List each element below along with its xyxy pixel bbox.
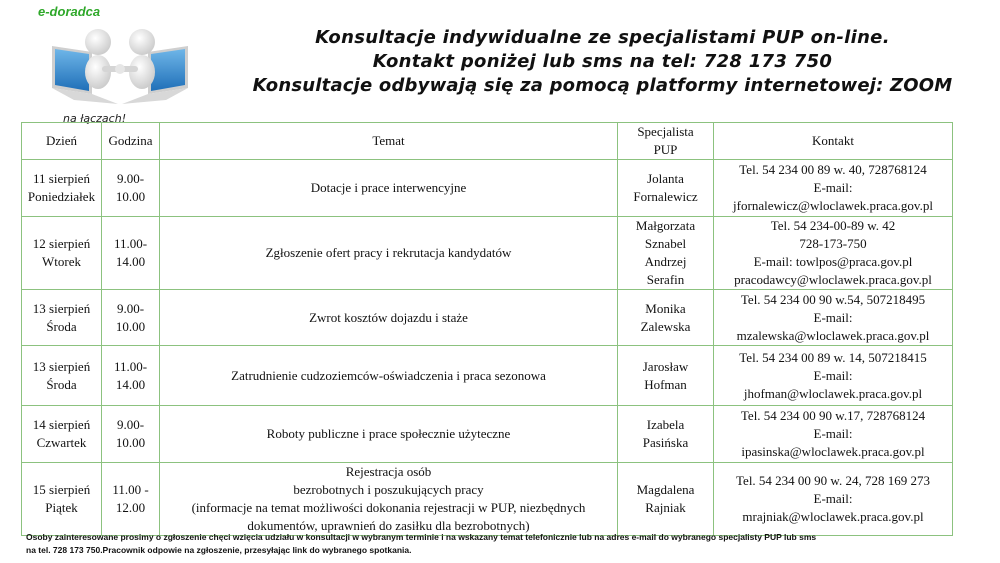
cell-hour-line: 12.00 [115, 500, 146, 515]
cell-day-line: Wtorek [42, 254, 81, 269]
cell-topic-line: Zatrudnienie cudzoziemców-oświadczenia i praca sezonowa [231, 367, 546, 383]
cell-specialist-line: Małgorzata [635, 218, 696, 233]
col-header-specialist-line: Specjalista [637, 124, 694, 139]
cell-day-line: Czwartek [36, 435, 87, 450]
footer-line-2: na tel. 728 173 750.Pracownik odpowie na zgłoszenie, przesyłając link do wybranego spotkania. [26, 545, 412, 555]
col-header-hour: Godzina [102, 123, 160, 160]
table-row [22, 217, 953, 290]
cell-contact-line: pracodawcy@wloclawek.praca.gov.pl [734, 272, 932, 287]
cell-topic-line: bezrobotnych i poszukujących pracy [293, 482, 484, 497]
cell-day-line: Środa [46, 318, 77, 334]
cell-contact-line: Tel. 54 234 00 89 w. 14, 507218415 [739, 349, 927, 365]
cell-day [22, 290, 102, 346]
cell-topic [160, 217, 618, 290]
cell-topic-line: Rejestracja osób [345, 464, 432, 479]
logo-subtitle: na łączach! [63, 112, 127, 125]
footer-note [26, 531, 986, 557]
cell-hour-line: 9.00- [116, 417, 145, 432]
table-row [22, 346, 953, 406]
cell-topic-line: Dotacje i prace interwencyjne [310, 180, 467, 195]
cell-specialist-line: Zalewska [640, 318, 691, 334]
col-header-specialist [618, 123, 714, 160]
cell-contact-line: E-mail: [813, 309, 853, 325]
cell-day [22, 217, 102, 290]
cell-specialist-line: Serafin [646, 272, 685, 287]
cell-day-line: 12 sierpień [32, 236, 91, 251]
cell-day [22, 160, 102, 217]
cell-contact [714, 160, 953, 217]
cell-hour [102, 160, 160, 217]
cell-contact-line: mrajniak@wloclawek.praca.gov.pl [742, 509, 924, 524]
cell-day [22, 346, 102, 406]
cell-topic [160, 463, 618, 536]
cell-hour-line: 11.00- [113, 236, 148, 251]
logo-title: e-doradca [38, 4, 101, 19]
cell-contact [714, 463, 953, 536]
page-header [205, 26, 1000, 98]
cell-hour [102, 290, 160, 346]
cell-contact-line: Tel. 54 234 00 89 w. 40, 728768124 [739, 162, 927, 177]
table-row [22, 406, 953, 463]
cell-hour-line: 10.00 [115, 318, 146, 334]
cell-specialist-line: Pasińska [642, 435, 689, 450]
cell-day [22, 406, 102, 463]
cell-hour-line: 10.00 [115, 435, 146, 450]
cell-specialist-line: Andrzej [644, 254, 687, 269]
header-line-2: Kontakt poniżej lub sms na tel: 728 173 750 [372, 51, 833, 72]
table-row [22, 290, 953, 346]
cell-topic [160, 160, 618, 217]
footer-line-1: Osoby zainteresowane prosimy o zgłoszenie chęci wzięcia udziału w konsultacji w wybranym terminie i na wskazany temat telefonicznie lub na adres e-mail do wybranego specjalisty PUP lub sms [26, 532, 817, 542]
cell-specialist [618, 406, 714, 463]
cell-contact-line: E-mail: [813, 491, 853, 506]
cell-topic [160, 290, 618, 346]
cell-hour-line: 9.00- [116, 300, 145, 316]
cell-contact-line: E-mail: [813, 426, 853, 441]
cell-day-line: 13 sierpień [32, 358, 91, 374]
cell-day-line: 13 sierpień [32, 300, 91, 316]
cell-contact-line: jfornalewicz@wloclawek.praca.gov.pl [733, 198, 933, 213]
cell-specialist-line: Sznabel [644, 236, 687, 251]
cell-specialist-line: Fornalewicz [633, 189, 698, 204]
header-line-1: Konsultacje indywidualne ze specjalistami PUP on-line. [315, 27, 890, 48]
cell-specialist-line: Monika [645, 300, 686, 316]
cell-specialist-line: Rajniak [645, 500, 686, 515]
cell-day [22, 463, 102, 536]
cell-specialist [618, 160, 714, 217]
cell-day-line: Środa [46, 376, 77, 392]
col-header-day: Dzień [22, 123, 102, 160]
cell-topic-line: Roboty publiczne i prace społecznie użyteczne [266, 426, 511, 441]
col-header-topic: Temat [160, 123, 618, 160]
cell-contact [714, 217, 953, 290]
cell-hour-line: 11.00- [113, 358, 148, 374]
table-row [22, 463, 953, 536]
cell-hour [102, 463, 160, 536]
cell-contact [714, 346, 953, 406]
cell-specialist-line: Jarosław [642, 358, 689, 374]
cell-day-line: Piątek [45, 500, 78, 515]
cell-specialist [618, 463, 714, 536]
cell-day-line: 15 sierpień [32, 482, 91, 497]
cell-topic [160, 406, 618, 463]
table-row [22, 160, 953, 217]
cell-topic [160, 346, 618, 406]
cell-hour [102, 217, 160, 290]
cell-day-line: 11 sierpień [33, 171, 90, 186]
cell-hour-line: 14.00 [115, 254, 146, 269]
cell-contact-line: mzalewska@wloclawek.praca.gov.pl [736, 327, 930, 343]
cell-contact [714, 406, 953, 463]
cell-contact-line: Tel. 54 234 00 90 w.54, 507218495 [740, 291, 926, 307]
cell-hour [102, 406, 160, 463]
col-header-specialist-line: PUP [653, 142, 678, 157]
cell-contact-line: jhofman@wloclawek.praca.gov.pl [743, 385, 923, 401]
cell-contact-line: E-mail: [813, 180, 853, 195]
cell-topic-line: Zwrot kosztów dojazdu i staże [309, 309, 468, 325]
cell-hour-line: 9.00- [116, 171, 145, 186]
cell-contact-line: E-mail: [813, 367, 853, 383]
cell-hour-line: 11.00 - [112, 482, 149, 497]
cell-contact-line: E-mail: towlpos@praca.gov.pl [753, 254, 913, 269]
cell-hour-line: 10.00 [115, 189, 146, 204]
cell-topic-line: (informacje na temat możliwości dokonania rejestracji w PUP, niezbędnych [191, 500, 586, 515]
cell-contact-line: 728-173-750 [799, 236, 867, 251]
cell-contact-line: Tel. 54 234-00-89 w. 42 [770, 218, 896, 233]
cell-hour-line: 14.00 [115, 376, 146, 392]
cell-topic-line: Zgłoszenie ofert pracy i rekrutacja kandydatów [265, 245, 512, 260]
consultation-schedule-table [21, 122, 953, 536]
col-header-contact: Kontakt [714, 123, 953, 160]
cell-specialist [618, 217, 714, 290]
table-header-row [22, 123, 953, 160]
cell-contact-line: Tel. 54 234 00 90 w.17, 728768124 [740, 408, 926, 423]
cell-specialist-line: Magdalena [636, 482, 695, 497]
cell-topic-line: dokumentów, uprawnień do zasiłku dla bezrobotnych) [247, 518, 530, 533]
cell-specialist [618, 346, 714, 406]
cell-specialist-line: Jolanta [647, 171, 684, 186]
cell-contact-line: ipasinska@wloclawek.praca.gov.pl [741, 444, 925, 459]
cell-specialist-line: Izabela [646, 417, 685, 432]
cell-day-line: Poniedziałek [27, 189, 96, 204]
cell-specialist [618, 290, 714, 346]
cell-specialist-line: Hofman [644, 376, 687, 392]
cell-contact [714, 290, 953, 346]
cell-hour [102, 346, 160, 406]
cell-day-line: 14 sierpień [32, 417, 91, 432]
cell-contact-line: Tel. 54 234 00 90 w. 24, 728 169 273 [736, 473, 930, 488]
header-line-3: Konsultacje odbywają się za pomocą platformy internetowej: ZOOM [252, 75, 953, 96]
